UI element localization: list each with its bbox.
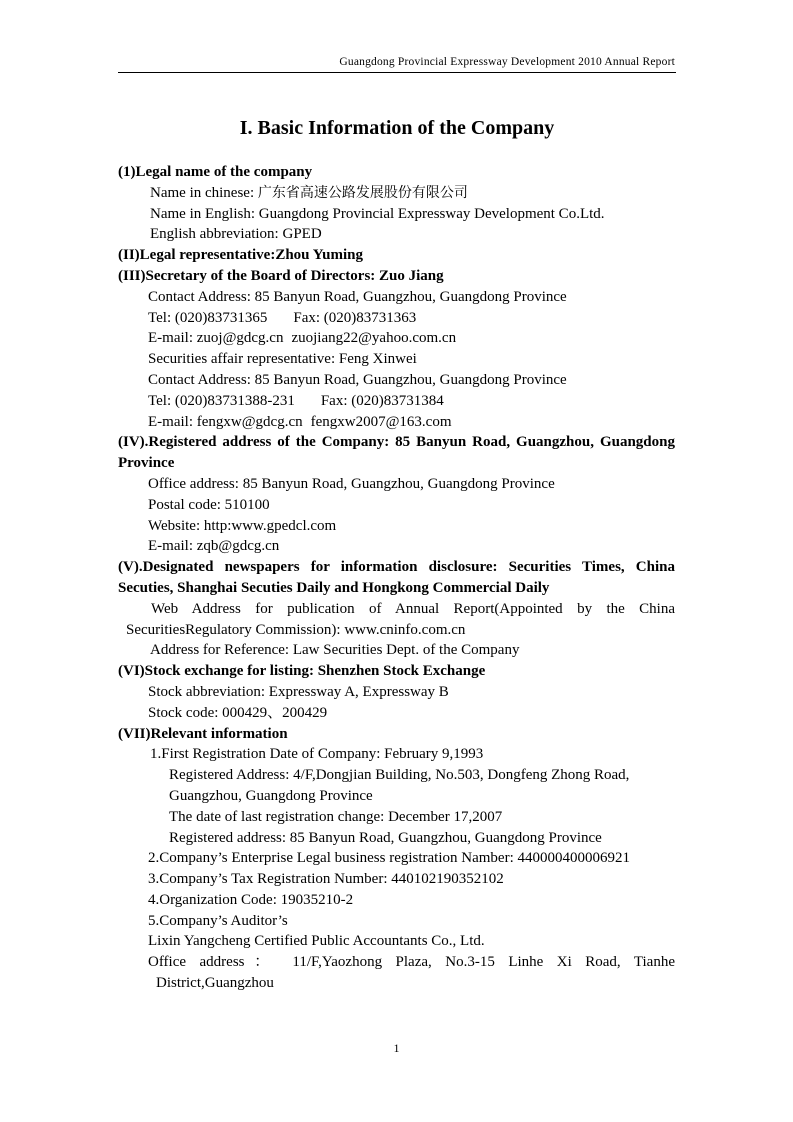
secretary-email-2: zuojiang22@yahoo.com.cn bbox=[291, 330, 457, 347]
english-name-label: Name in English: bbox=[150, 205, 255, 222]
rep-phone-line bbox=[118, 391, 675, 412]
tax-registration-line: 3.Company’s Tax Registration Number: 440102190352102 bbox=[148, 871, 504, 888]
first-registration-line: 1.First Registration Date of Company: February 9,1993 bbox=[150, 746, 484, 763]
header-rule bbox=[118, 72, 676, 73]
rep-tel: Tel: (020)83731388-231 bbox=[148, 392, 295, 409]
english-abbr-line bbox=[118, 224, 675, 245]
registered-address-2: Registered address: 85 Banyun Road, Guangzhou, Guangdong Province bbox=[169, 829, 602, 846]
english-abbr-label: English abbreviation: bbox=[150, 226, 279, 243]
stock-abbreviation-line: Stock abbreviation: Expressway A, Expressway B bbox=[148, 683, 449, 700]
chinese-name-label: Name in chinese: bbox=[150, 184, 255, 201]
auditor-office-line-2: District,Guangzhou bbox=[156, 975, 274, 992]
rep-email-1: fengxw@gdcg.cn bbox=[196, 413, 303, 430]
business-registration-line: 2.Company’s Enterprise Legal business registration Namber: 440000400006921 bbox=[148, 850, 630, 867]
section-secretary-heading: (III)Secretary of the Board of Directors: Zuo Jiang bbox=[118, 267, 444, 284]
secretary-email-1: zuoj@gdcg.cn bbox=[196, 330, 284, 347]
section-relevant-heading: (VII)Relevant information bbox=[118, 725, 288, 742]
registered-address-1b: Guangzhou, Guangdong Province bbox=[169, 787, 373, 804]
postal-code-line: Postal code: 510100 bbox=[148, 496, 270, 513]
auditor-office-line-1: Office address： 11/F,Yaozhong Plaza, No.3-15 Linhe Xi Road, Tianhe bbox=[148, 954, 675, 971]
section-registered-heading: (IV).Registered address of the Company: 85 Banyun Road, Guangzhou, Guangdong Province bbox=[118, 434, 675, 472]
organization-code-line: 4.Organization Code: 19035210-2 bbox=[148, 891, 354, 908]
chinese-name-value: 广东省高速公路发展股份有限公司 bbox=[257, 184, 468, 201]
securities-rep-line: Securities affair representative: Feng Xinwei bbox=[148, 351, 417, 368]
reference-address-line: Address for Reference: Law Securities Dept. of the Company bbox=[150, 642, 520, 659]
web-address-line-2: SecuritiesRegulatory Commission): www.cninfo.com.cn bbox=[126, 621, 466, 638]
section-legal-rep-heading: (II)Legal representative:Zhou Yuming bbox=[118, 247, 364, 264]
english-name-value: Guangdong Provincial Expressway Development Co.Ltd. bbox=[258, 205, 605, 222]
running-header: Guangdong Provincial Expressway Development 2010 Annual Report bbox=[339, 56, 675, 68]
section-disclosure-heading: (V).Designated newspapers for information disclosure: Securities Times, China Secuties, Shanghai Secuties Daily and Hongkong Commercial Daily bbox=[118, 559, 675, 596]
stock-code-line: Stock code: 000429、200429 bbox=[148, 704, 328, 721]
last-registration-change-line: The date of last registration change: December 17,2007 bbox=[169, 808, 503, 825]
rep-email-2: fengxw2007@163.com bbox=[310, 413, 452, 430]
chinese-name-line bbox=[118, 183, 675, 204]
rep-email-label: E-mail: bbox=[148, 413, 193, 430]
rep-fax: Fax: (020)83731384 bbox=[320, 392, 444, 409]
english-abbr-value: GPED bbox=[282, 226, 322, 243]
secretary-email-label: E-mail: bbox=[148, 330, 193, 347]
secretary-fax: Fax: (020)83731363 bbox=[293, 309, 417, 326]
page-title: I. Basic Information of the Company bbox=[239, 117, 555, 139]
english-name-line bbox=[118, 204, 675, 225]
rep-contact-address: Contact Address: 85 Banyun Road, Guangzhou, Guangdong Province bbox=[148, 371, 567, 388]
secretary-tel: Tel: (020)83731365 bbox=[148, 309, 268, 326]
page-number: 1 bbox=[393, 1041, 400, 1055]
section-stock-heading: (VI)Stock exchange for listing: Shenzhen Stock Exchange bbox=[118, 663, 486, 680]
registered-address-1a: Registered Address: 4/F,Dongjian Building, No.503, Dongfeng Zhong Road, bbox=[169, 767, 630, 784]
website-line: Website: http:www.gpedcl.com bbox=[148, 517, 337, 534]
web-address-line-1: Web Address for publication of Annual Report(Appointed by the China bbox=[151, 600, 675, 617]
company-email-line: E-mail: zqb@gdcg.cn bbox=[148, 538, 280, 555]
auditor-name-line: Lixin Yangcheng Certified Public Accountants Co., Ltd. bbox=[148, 933, 485, 950]
secretary-contact-address: Contact Address: 85 Banyun Road, Guangzhou, Guangdong Province bbox=[148, 288, 567, 305]
secretary-phone-line bbox=[118, 308, 675, 329]
rep-email-line bbox=[118, 412, 675, 433]
office-address-line: Office address: 85 Banyun Road, Guangzhou, Guangdong Province bbox=[148, 475, 555, 492]
section-legal-name-heading: (1)Legal name of the company bbox=[118, 164, 313, 180]
document-body bbox=[118, 162, 675, 994]
auditor-heading-line: 5.Company’s Auditor’s bbox=[148, 912, 288, 929]
secretary-email-line bbox=[118, 328, 675, 349]
